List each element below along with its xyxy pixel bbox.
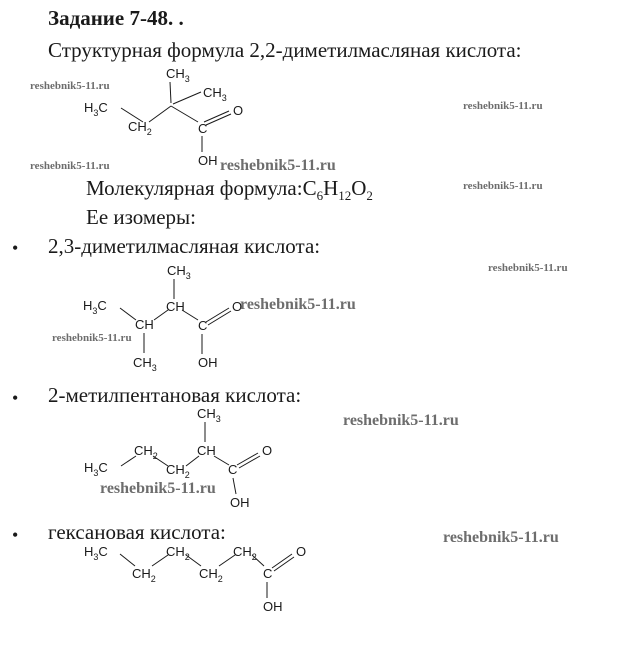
- bond: [219, 555, 235, 566]
- isomer-bullet: •: [12, 388, 19, 408]
- isomer-name-3: гексановая кислота:: [48, 520, 226, 544]
- watermark: reshebnik5-11.ru: [343, 412, 459, 429]
- molecular-formula: $C_6H_{12}O_2$: [302, 176, 373, 204]
- atom-o: O: [296, 544, 307, 559]
- watermark: reshebnik5-11.ru: [30, 80, 110, 92]
- atom-ch: CH: [166, 299, 185, 314]
- atom-h3c: $H_3C$: [84, 544, 108, 562]
- bond: [233, 478, 236, 494]
- bond: [182, 310, 198, 320]
- molecular-formula-label: Молекулярная формула:: [86, 176, 303, 200]
- atom-c: C: [228, 462, 238, 477]
- bond: [206, 308, 229, 322]
- formula-hexanoic-acid: [84, 544, 306, 614]
- atom-h3c: $H_3C$: [84, 100, 108, 118]
- atom-ch3-bottom: $CH_3$: [133, 355, 157, 373]
- bond: [149, 106, 171, 122]
- bond: [170, 82, 171, 103]
- structural-formula-intro: Структурная формула 2,2-диметилмасляная кислота:: [48, 38, 522, 62]
- watermark: reshebnik5-11.ru: [240, 296, 356, 313]
- watermark: reshebnik5-11.ru: [488, 262, 568, 274]
- atom-h3c: $H_3C$: [83, 298, 107, 316]
- atom-c: C: [263, 566, 273, 581]
- isomer-bullet: •: [12, 525, 19, 545]
- atom-c: C: [198, 318, 208, 333]
- atom-c: C: [198, 121, 208, 136]
- bond: [173, 92, 201, 104]
- atom-o: O: [233, 103, 244, 118]
- bond: [171, 106, 198, 122]
- bond: [121, 456, 136, 466]
- atom-ch: CH: [197, 443, 216, 458]
- atom-ch2-2: $CH_2$: [166, 462, 190, 480]
- bond: [154, 310, 168, 320]
- watermark: reshebnik5-11.ru: [443, 529, 559, 546]
- bond: [186, 456, 199, 466]
- isomer-bullet: •: [12, 238, 19, 258]
- bond: [120, 554, 135, 566]
- atom-ch2-a: $CH_2$: [166, 544, 190, 562]
- isomer-name-2: 2-метилпентановая кислота:: [48, 383, 302, 407]
- watermark: reshebnik5-11.ru: [220, 157, 336, 174]
- atom-ch3-top: $CH_3$: [167, 263, 191, 281]
- atom-ch2: $CH_2$: [128, 119, 152, 137]
- watermark: reshebnik5-11.ru: [463, 100, 543, 112]
- watermark: reshebnik5-11.ru: [52, 332, 132, 344]
- atom-o: O: [232, 299, 243, 314]
- bond: [208, 311, 231, 325]
- atom-oh: OH: [198, 153, 218, 168]
- atom-h3c: $H_3C$: [84, 460, 108, 478]
- atom-ch2-c: $CH_2$: [233, 544, 257, 562]
- atom-ch3-right: $CH_3$: [203, 85, 227, 103]
- watermark: reshebnik5-11.ru: [100, 480, 216, 497]
- atom-o: O: [262, 443, 273, 458]
- formula-2-3-dimethylbutanoic-acid: [83, 263, 242, 373]
- bond: [214, 456, 229, 465]
- isomers-heading: Ее изомеры:: [86, 205, 196, 229]
- watermark: reshebnik5-11.ru: [463, 180, 543, 192]
- atom-ch2-b: $CH_2$: [132, 566, 156, 584]
- atom-ch2-d: $CH_2$: [199, 566, 223, 584]
- atom-oh: OH: [230, 495, 250, 510]
- bond: [152, 555, 168, 566]
- atom-oh: OH: [198, 355, 218, 370]
- atom-ch2: $CH_2$: [134, 443, 158, 461]
- atom-ch-left: CH: [135, 317, 154, 332]
- bond: [120, 308, 136, 320]
- bond: [153, 456, 168, 466]
- isomer-name-1: 2,3-диметилмасляная кислота:: [48, 234, 321, 258]
- atom-oh: OH: [263, 599, 283, 614]
- watermark: reshebnik5-11.ru: [30, 160, 110, 172]
- atom-ch3-top: $CH_3$: [197, 406, 221, 424]
- task-title: Задание 7-48. .: [48, 6, 184, 30]
- atom-ch3-top: $CH_3$: [166, 66, 190, 84]
